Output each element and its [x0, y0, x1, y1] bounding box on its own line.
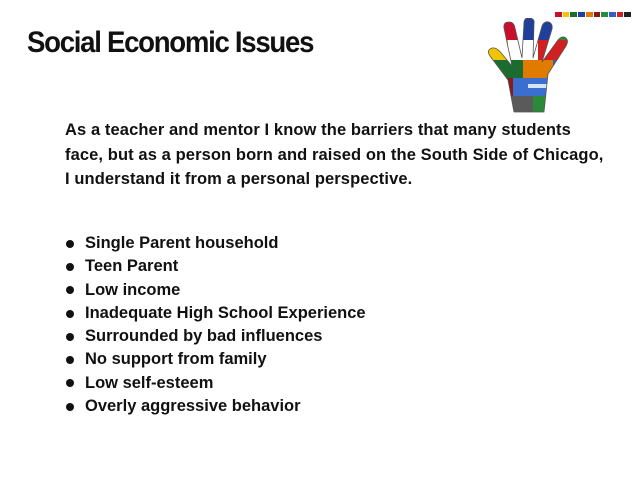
list-item: Low self-esteem [65, 372, 366, 395]
bullet-icon [66, 356, 74, 364]
list-item: Inadequate High School Experience [65, 302, 366, 325]
issues-list [65, 232, 366, 418]
bullet-icon [66, 379, 74, 387]
list-item: Surrounded by bad influences [65, 325, 366, 348]
bullet-icon [66, 403, 74, 411]
list-item: Teen Parent [65, 255, 366, 278]
bullet-icon [66, 310, 74, 318]
bullet-icon [66, 286, 74, 294]
slide-title: Social Economic Issues [27, 26, 314, 59]
list-item: Single Parent household [65, 232, 366, 255]
list-item: Overly aggressive behavior [65, 395, 366, 418]
bullet-icon [66, 240, 74, 248]
list-item: Low income [65, 279, 366, 302]
flag-strip-decoration [555, 12, 631, 17]
bullet-icon [66, 333, 74, 341]
hand-with-world-flags-icon [478, 18, 588, 114]
intro-paragraph: As a teacher and mentor I know the barriers that many students face, but as a person born and raised on the South Side of Chicago, I understand it from a personal perspective. [65, 121, 604, 188]
list-item: No support from family [65, 348, 366, 371]
bullet-icon [66, 263, 74, 271]
